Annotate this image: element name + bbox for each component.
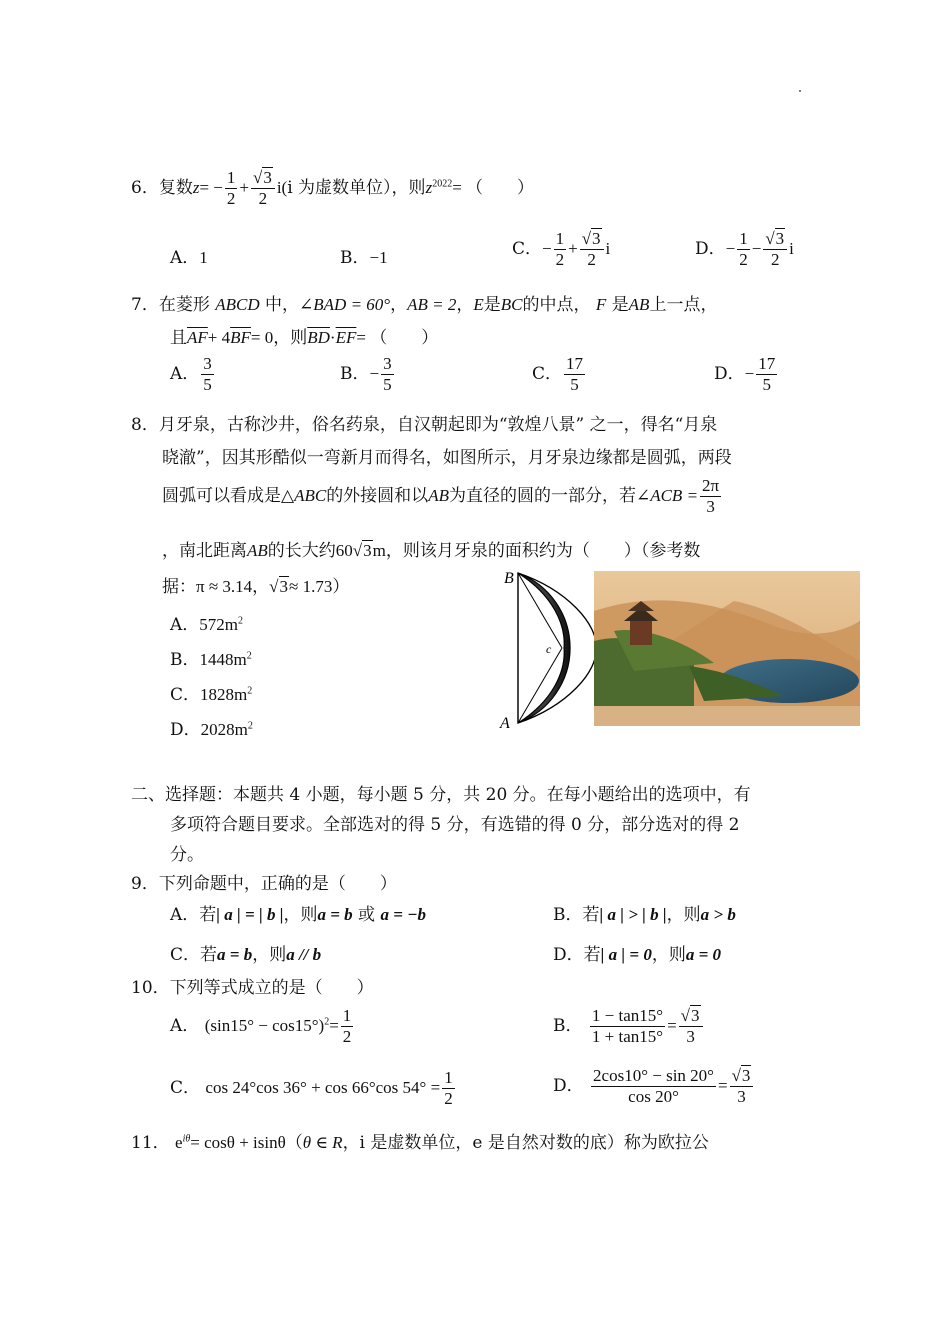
q11-stem: 11． $e^{i\theta}= \cos\theta + isin\theta(\theta$ ∈ R，i 是虚数单位，e 是自然对数的底）称为欧拉公 xyxy=(131,1133,709,1153)
q7-option-a[interactable]: A． $\frac{3}{5}$ xyxy=(170,354,212,394)
q8-option-d[interactable]: D．$2028m^2$ xyxy=(170,720,253,740)
q7-option-c[interactable]: C． $\frac{17}{5}$ xyxy=(532,354,584,394)
q10-stem: 10．下列等式成立的是（ ） xyxy=(131,978,374,998)
section2-line3: 分。 xyxy=(170,845,204,865)
q9-option-b[interactable]: B．若| a | > | b |，则a > b xyxy=(553,905,736,925)
q8-line2: 晓澈”，因其形酷似一弯新月而得名，如图所示，月牙泉边缘都是圆弧，两段 xyxy=(162,448,732,468)
crescent-lake-photo xyxy=(594,571,860,726)
section2-line2: 多项符合题目要求。全部选对的得 5 分，有选错的得 0 分，部分选对的得 2 xyxy=(170,815,740,835)
section2-line1: 二、选择题：本题共 4 小题，每小题 5 分，共 20 分。在每小题给出的选项中，有 xyxy=(131,785,751,805)
q11-number: 11． xyxy=(131,1133,170,1153)
q8-line5: 据：π ≈ 3.14，√3≈ 1.73） xyxy=(162,577,350,597)
q10-option-b[interactable]: B． $\frac{1 - \tan 15^\circ}{1 + \tan 15^\circ}$ = $\frac{√3}{3}$ xyxy=(553,1006,705,1047)
q8-option-b[interactable]: B．$1448m^2$ xyxy=(170,650,252,670)
q7-option-d[interactable]: D．− $\frac{17}{5}$ xyxy=(714,354,776,394)
q10-option-a[interactable]: A． $(\sin 15^\circ - \cos 15^\circ)^2=$ $\frac{1}{2}$ xyxy=(170,1006,352,1046)
q6-option-d[interactable]: D．− $\frac{1}{2}$ − $\frac{√3}{2}$ i xyxy=(695,229,794,269)
q8-option-a[interactable]: A．$572m^2$ xyxy=(170,615,244,635)
q7-number: 7． xyxy=(131,295,159,315)
q9-option-c[interactable]: C．若a = b，则a // b xyxy=(170,945,322,965)
q8-line3: 圆弧可以看成是△ABC的外接圆和以AB为直径的圆的一部分，若∠ACB = $\frac{2\pi}{3}$ xyxy=(162,476,720,516)
label-b: B xyxy=(504,570,514,587)
crescent-diagram xyxy=(498,565,598,735)
q6-option-a[interactable]: A．1 xyxy=(170,248,208,268)
q10-option-d[interactable]: D． $\frac{2\cos 10^\circ - \sin 20^\circ}{\cos 20^\circ}$ = $\frac{√3}{3}$ xyxy=(553,1066,755,1107)
q7-line1: 7．在菱形 ABCD 中，∠BAD = 60°，AB = 2，E是BC的中点， F 是AB上一点， xyxy=(131,295,718,315)
q8-line4: ，南北距离AB的长大约60√3m，则该月牙泉的面积约为（ ）（参考数 xyxy=(162,541,701,561)
q10-option-c[interactable]: C． cos 24°cos 36° + cos 66°cos 54° = $\frac{1}{2}$ xyxy=(170,1068,453,1108)
q9-number: 9． xyxy=(131,874,159,894)
q6-option-b[interactable]: B．−1 xyxy=(340,248,388,268)
q10-number: 10． xyxy=(131,978,170,998)
q6-number: 6． xyxy=(131,178,159,198)
q8-line1: 8．月牙泉，古称沙井，俗名药泉，自汉朝起即为“敦煌八景” 之一，得名“月泉 xyxy=(131,415,718,435)
q7-line2: 且$\overline{AF}+ 4\overline{BF}= 0$，则$\overline{BD}\cdot\overline{EF}=$ （ ） xyxy=(170,328,439,348)
q9-option-d[interactable]: D．若| a | = 0，则a = 0 xyxy=(553,945,722,965)
page-dot xyxy=(799,90,801,92)
q9-stem: 9．下列命题中，正确的是（ ） xyxy=(131,874,397,894)
q7-option-b[interactable]: B．− $\frac{3}{5}$ xyxy=(340,354,392,394)
q6-option-c[interactable]: C．− $\frac{1}{2}$ + $\frac{√3}{2}$ i xyxy=(512,229,611,269)
q8-number: 8． xyxy=(131,415,159,435)
q9-option-a[interactable]: A．若| a | = | b |，则a = b 或 a = −b xyxy=(170,905,426,925)
label-c: c xyxy=(546,642,552,656)
q8-option-c[interactable]: C．$1828m^2$ xyxy=(170,685,253,705)
q6-stem: 6．复数z= − $\frac{1}{2}$ + $\frac{√3}{2}$ i(i 为虚数单位），则$z^{2022}=$ （ ） xyxy=(131,168,535,208)
label-a: A xyxy=(500,715,510,732)
